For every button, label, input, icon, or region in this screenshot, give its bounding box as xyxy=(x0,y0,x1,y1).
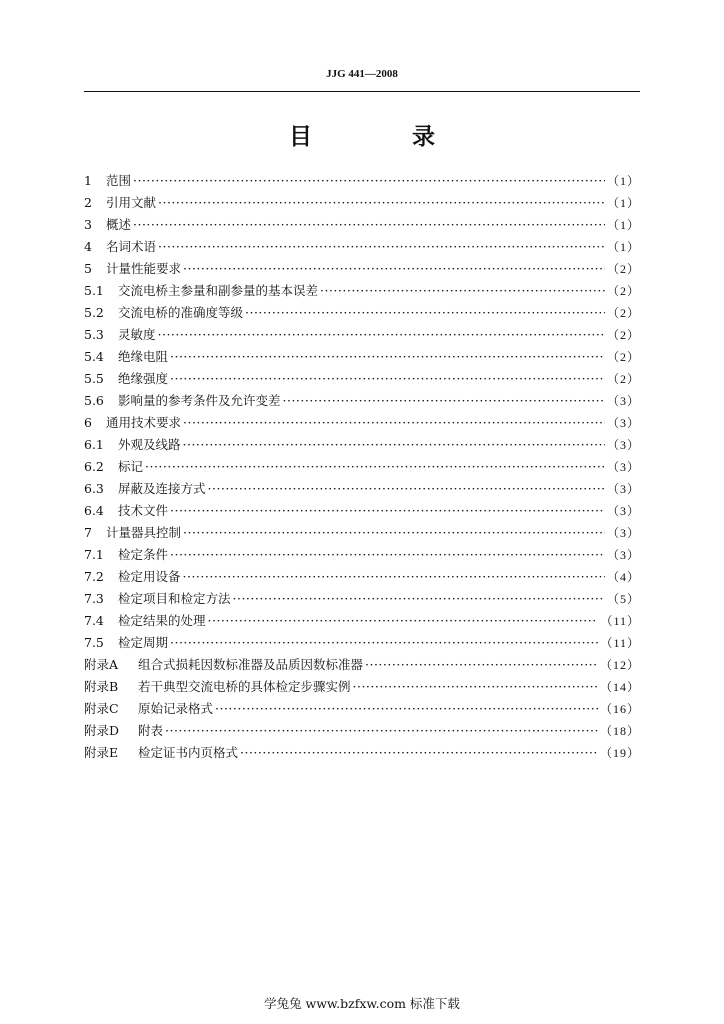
toc-entry[interactable] xyxy=(84,632,640,654)
toc-entry[interactable] xyxy=(84,720,640,742)
toc-entry[interactable] xyxy=(84,610,640,632)
toc-entry-number: 3 xyxy=(84,217,92,232)
toc-leader-dots xyxy=(183,258,605,280)
toc-entry[interactable] xyxy=(84,214,640,236)
toc-entry[interactable] xyxy=(84,258,640,280)
toc-leader-dots xyxy=(365,654,598,676)
toc-entry-number: 5.1 xyxy=(84,283,104,298)
toc-leader-dots xyxy=(133,170,605,192)
toc-entry-title: 检定结果的处理 xyxy=(118,613,206,628)
toc-entry-title: 范围 xyxy=(106,173,132,188)
toc-entry-title: 外观及线路 xyxy=(118,437,181,452)
toc-leader-dots xyxy=(158,324,605,346)
toc-entry[interactable] xyxy=(84,368,640,390)
toc-entry-title: 检定用设备 xyxy=(118,569,181,584)
toc-entry-number: 5.4 xyxy=(84,349,104,364)
toc-leader-dots xyxy=(183,434,605,456)
toc-entry-page: （5） xyxy=(606,592,640,606)
toc-entry-page: （11） xyxy=(600,636,640,650)
toc-entry-title: 检定周期 xyxy=(118,635,169,650)
toc-entry[interactable] xyxy=(84,500,640,522)
toc-leader-dots xyxy=(245,302,605,324)
toc-leader-dots xyxy=(208,610,599,632)
toc-entry[interactable] xyxy=(84,456,640,478)
toc-entry-page: （2） xyxy=(606,284,640,298)
toc-entry-page: （1） xyxy=(606,240,640,254)
toc-entry-title: 屏蔽及连接方式 xyxy=(118,481,206,496)
toc-entry-number: 7.2 xyxy=(84,569,104,584)
toc-leader-dots xyxy=(208,478,605,500)
toc-leader-dots xyxy=(233,588,605,610)
toc-entry-title: 标记 xyxy=(118,459,144,474)
toc-entry-title: 通用技术要求 xyxy=(106,415,182,430)
toc-entry-number: 附录A xyxy=(84,657,119,672)
toc-entry-number: 5.2 xyxy=(84,305,104,320)
toc-entry-page: （3） xyxy=(606,482,640,496)
toc-entry-page: （4） xyxy=(606,570,640,584)
toc-entry-number: 7.5 xyxy=(84,635,104,650)
toc-entry-number: 7.3 xyxy=(84,591,104,606)
toc-entry-title: 影响量的参考条件及允许变差 xyxy=(118,393,281,408)
toc-entry[interactable] xyxy=(84,324,640,346)
toc-entry[interactable] xyxy=(84,236,640,258)
toc-entry-number: 5.3 xyxy=(84,327,104,342)
toc-entry-page: （3） xyxy=(606,438,640,452)
toc-entry-page: （12） xyxy=(599,658,640,672)
toc-entry-page: （11） xyxy=(600,614,640,628)
toc-entry-title: 若干典型交流电桥的具体检定步骤实例 xyxy=(138,679,351,694)
toc-leader-dots xyxy=(170,346,605,368)
toc-leader-dots xyxy=(158,192,605,214)
toc-entry-number: 6.4 xyxy=(84,503,104,518)
toc-leader-dots xyxy=(320,280,605,302)
toc-entry-number: 5.6 xyxy=(84,393,104,408)
toc-entry-title: 检定项目和检定方法 xyxy=(118,591,231,606)
toc-entry-page: （1） xyxy=(606,174,640,188)
toc-entry-number: 6.3 xyxy=(84,481,104,496)
toc-leader-dots xyxy=(353,676,598,698)
toc-entry-page: （2） xyxy=(606,350,640,364)
toc-leader-dots xyxy=(145,456,605,478)
toc-entry-title: 检定证书内页格式 xyxy=(138,745,239,760)
toc-leader-dots xyxy=(183,412,605,434)
toc-entry-page: （2） xyxy=(606,328,640,342)
toc-entry-title: 计量性能要求 xyxy=(106,261,182,276)
toc-entry-page: （3） xyxy=(606,416,640,430)
toc-entry-title: 引用文献 xyxy=(106,195,157,210)
toc-leader-dots xyxy=(240,742,598,764)
toc-entry-page: （2） xyxy=(606,372,640,386)
header-rule xyxy=(84,91,640,92)
toc-entry-number: 2 xyxy=(84,195,92,210)
toc-entry-title: 技术文件 xyxy=(118,503,169,518)
document-code-header: JJG 441—2008 xyxy=(326,68,398,80)
toc-entry-number: 7.1 xyxy=(84,547,104,562)
toc-entry-number: 附录D xyxy=(84,723,120,738)
toc-entry[interactable] xyxy=(84,588,640,610)
toc-entry-page: （3） xyxy=(606,460,640,474)
toc-entry[interactable] xyxy=(84,390,640,412)
toc-entry[interactable] xyxy=(84,280,640,302)
toc-entry-page: （14） xyxy=(599,680,640,694)
toc-leader-dots xyxy=(165,720,598,742)
toc-entry-page: （19） xyxy=(599,746,640,760)
toc-entry-page: （3） xyxy=(606,394,640,408)
toc-entry-page: （3） xyxy=(606,548,640,562)
toc-entry-title: 绝缘强度 xyxy=(118,371,169,386)
toc-entry-number: 6 xyxy=(84,415,92,430)
toc-entry-title: 交流电桥的准确度等级 xyxy=(118,305,244,320)
toc-entry-number: 7.4 xyxy=(84,613,104,628)
toc-entry[interactable] xyxy=(84,434,640,456)
toc-entry-number: 4 xyxy=(84,239,92,254)
toc-leader-dots xyxy=(158,236,605,258)
toc-leader-dots xyxy=(170,632,598,654)
toc-entry-title: 附表 xyxy=(138,723,164,738)
toc-entry-page: （16） xyxy=(599,702,640,716)
toc-entry-number: 附录E xyxy=(84,745,119,760)
footer-watermark-text: 学兔兔 www.bzfxw.com 标准下载 xyxy=(264,996,460,1011)
toc-leader-dots xyxy=(170,500,605,522)
toc-entry[interactable] xyxy=(84,742,640,764)
toc-entry[interactable] xyxy=(84,566,640,588)
toc-entry[interactable] xyxy=(84,654,640,676)
toc-entry-title: 名词术语 xyxy=(106,239,157,254)
toc-entry-title: 原始记录格式 xyxy=(138,701,214,716)
toc-entry-title: 计量器具控制 xyxy=(106,525,182,540)
toc-entry-number: 6.1 xyxy=(84,437,104,452)
toc-leader-dots xyxy=(283,390,605,412)
toc-entry-title: 交流电桥主参量和副参量的基本误差 xyxy=(118,283,319,298)
toc-leader-dots xyxy=(170,368,605,390)
toc-entry[interactable] xyxy=(84,302,640,324)
toc-entry-title: 灵敏度 xyxy=(118,327,156,342)
toc-entry-number: 1 xyxy=(84,173,92,188)
toc-entry-number: 附录C xyxy=(84,701,119,716)
toc-entry[interactable] xyxy=(84,412,640,434)
toc-entry-number: 7 xyxy=(84,525,92,540)
toc-entry-title: 概述 xyxy=(106,217,132,232)
toc-entry-number: 6.2 xyxy=(84,459,104,474)
toc-leader-dots xyxy=(133,214,605,236)
toc-entry-number: 附录B xyxy=(84,679,119,694)
table-of-contents xyxy=(84,170,640,764)
toc-entry-number: 5 xyxy=(84,261,92,276)
toc-leader-dots xyxy=(183,522,605,544)
page-title: 目 录 xyxy=(288,124,481,150)
toc-entry[interactable] xyxy=(84,192,640,214)
toc-entry[interactable] xyxy=(84,676,640,698)
toc-leader-dots xyxy=(215,698,598,720)
toc-entry-title: 检定条件 xyxy=(118,547,169,562)
toc-entry[interactable] xyxy=(84,170,640,192)
toc-entry-title: 组合式损耗因数标准器及品质因数标准器 xyxy=(138,657,364,672)
toc-entry[interactable] xyxy=(84,522,640,544)
toc-entry-page: （3） xyxy=(606,504,640,518)
toc-entry-page: （18） xyxy=(599,724,640,738)
toc-entry-title: 绝缘电阻 xyxy=(118,349,169,364)
toc-entry-page: （3） xyxy=(606,526,640,540)
toc-entry-page: （2） xyxy=(606,262,640,276)
toc-entry-page: （2） xyxy=(606,306,640,320)
toc-entry-page: （1） xyxy=(606,218,640,232)
toc-leader-dots xyxy=(183,566,605,588)
toc-entry[interactable] xyxy=(84,544,640,566)
toc-entry-page: （1） xyxy=(606,196,640,210)
toc-entry[interactable] xyxy=(84,478,640,500)
toc-entry[interactable] xyxy=(84,698,640,720)
toc-entry-number: 5.5 xyxy=(84,371,104,386)
toc-entry[interactable] xyxy=(84,346,640,368)
toc-leader-dots xyxy=(170,544,605,566)
